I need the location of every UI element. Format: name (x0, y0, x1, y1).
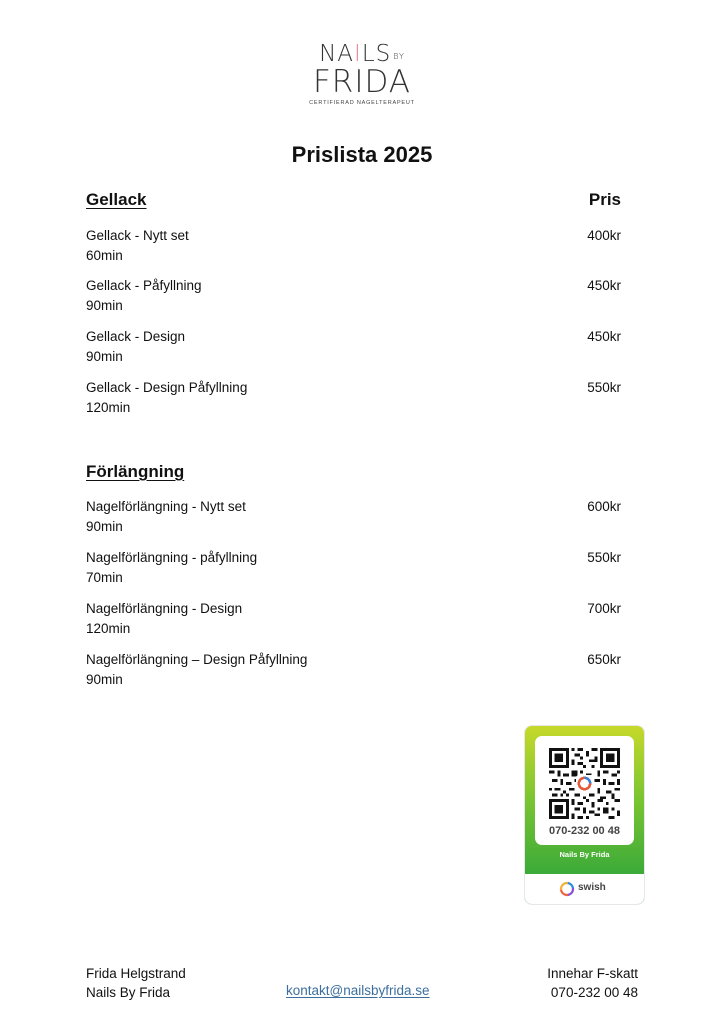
item-price: 700kr (587, 601, 621, 616)
footer-phone: 070-232 00 48 (550, 985, 638, 1000)
item-price: 550kr (587, 550, 621, 565)
price-item (86, 601, 621, 643)
item-duration: 70min (86, 570, 123, 585)
swish-brand-name: swish (578, 882, 606, 893)
footer-tax-status: Innehar F-skatt (547, 966, 638, 981)
item-name: Gellack - Design (86, 329, 186, 344)
item-duration: 90min (86, 672, 123, 687)
item-duration: 90min (86, 519, 123, 534)
price-item (86, 278, 621, 320)
item-name: Gellack - Nytt set (86, 228, 189, 243)
footer-left (86, 964, 186, 1002)
item-name: Nagelförlängning - påfyllning (86, 550, 258, 565)
item-duration: 120min (86, 400, 131, 415)
logo-text-by: BY (393, 52, 405, 61)
item-duration: 90min (86, 349, 123, 364)
price-item (86, 550, 621, 592)
item-duration: 60min (86, 248, 123, 263)
item-name: Gellack - Påfyllning (86, 278, 202, 293)
swish-qr-panel (535, 736, 634, 845)
item-name: Nagelförlängning – Design Påfyllning (86, 652, 308, 667)
item-price: 600kr (587, 499, 621, 514)
swish-number: 070-232 00 48 (549, 825, 620, 837)
price-item (86, 499, 621, 541)
item-price: 550kr (587, 380, 621, 395)
item-name: Nagelförlängning - Design (86, 601, 243, 616)
swish-brand-bar (525, 874, 644, 904)
item-name: Nagelförlängning - Nytt set (86, 499, 246, 514)
footer-business-name: Nails By Frida (86, 985, 171, 1000)
footer-email-link[interactable]: kontakt@nailsbyfrida.se (286, 983, 430, 998)
qr-code-icon[interactable] (549, 748, 620, 819)
price-item (86, 380, 621, 422)
item-price: 650kr (587, 652, 621, 667)
item-name: Gellack - Design Påfyllning (86, 380, 248, 395)
logo-tagline: CERTIFIERAD NAGELTERAPEUT (309, 100, 415, 106)
page-title: Prislista 2025 (291, 142, 433, 167)
swish-logo-icon (559, 881, 575, 897)
price-item (86, 329, 621, 371)
price-column-header: Pris (588, 190, 621, 209)
section-title-forlangning: Förlängning (86, 462, 185, 481)
footer-right (547, 964, 638, 1002)
price-item (86, 228, 621, 270)
logo-wordmark-top (300, 42, 424, 66)
logo-text-ls: LS (361, 41, 392, 67)
item-duration: 120min (86, 621, 131, 636)
swish-payment-card (525, 726, 644, 904)
logo-wordmark-bottom: FRIDA (312, 64, 412, 100)
price-item (86, 652, 621, 694)
footer-owner-name: Frida Helgstrand (86, 966, 186, 981)
item-price: 400kr (587, 228, 621, 243)
item-duration: 90min (86, 298, 123, 313)
section-title-gellack: Gellack (86, 190, 147, 209)
item-price: 450kr (587, 278, 621, 293)
nails-by-frida-logo (300, 42, 424, 112)
item-price: 450kr (587, 329, 621, 344)
logo-text-i: I (354, 41, 362, 67)
logo-text-na: NA (319, 41, 355, 67)
swish-recipient-name: Nails By Frida (559, 850, 610, 859)
